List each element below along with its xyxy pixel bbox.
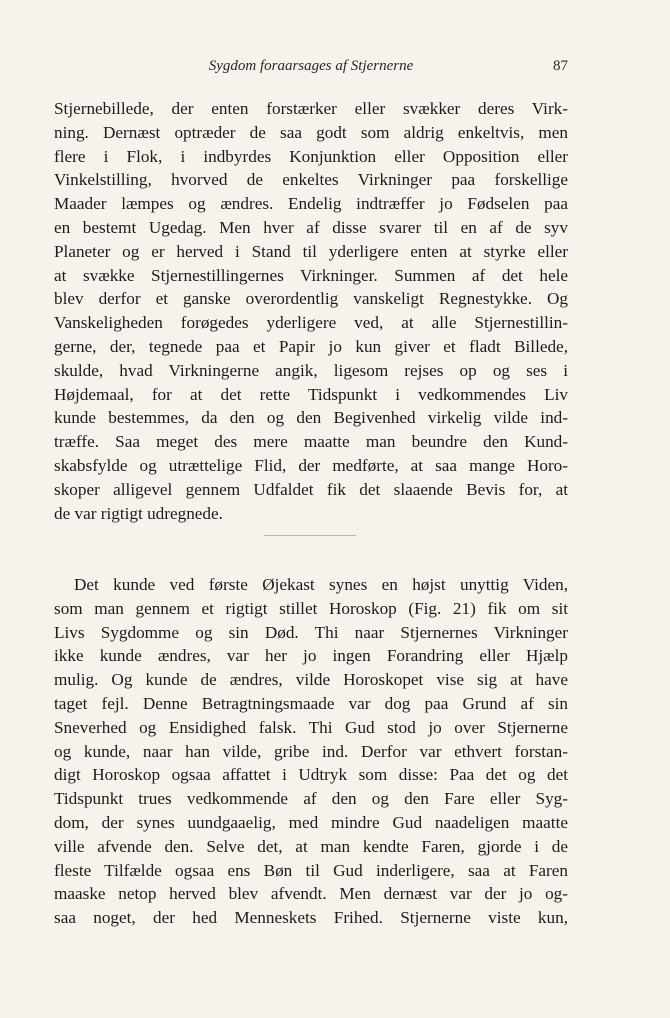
text-line: saa noget, der hed Menneskets Frihed. Stjernerne viste kun, (54, 908, 568, 928)
text-line: mulig. Og kunde de ændres, vilde Horoskopet vise sig at have (54, 670, 568, 690)
text-line: flere i Flok, i indbyrdes Konjunktion eller Opposition eller (54, 146, 568, 166)
paragraph-1 (54, 97, 568, 525)
text-line: gerne, der, tegnede paa et Papir jo kun giver et fladt Billede, (54, 336, 568, 356)
text-line: træffe. Saa meget des mere maatte man beundre den Kund- (54, 432, 568, 452)
text-line: blev derfor et ganske overordentlig vanskeligt Regnestykke. Og (54, 289, 568, 309)
text-line: fleste Tilfælde ogsaa ens Bøn til Gud inderligere, saa at Faren (54, 860, 568, 880)
text-line: Livs Sygdomme og sin Død. Thi naar Stjernernes Virkninger (54, 622, 568, 642)
text-line: kunde bestemmes, da den og den Begivenhed virkelig vilde ind- (54, 408, 568, 428)
text-line: Planeter og er herved i Stand til yderligere enten at styrke eller (54, 241, 568, 261)
text-line: som man gennem et rigtigt stillet Horoskop (Fig. 21) fik om sit (54, 598, 568, 618)
text-line: skulde, hvad Virkningerne angik, ligesom rejses op og ses i (54, 360, 568, 380)
text-line: Højdemaal, for at det rette Tidspunkt i vedkommendes Liv (54, 384, 568, 404)
section-divider (264, 535, 356, 536)
text-line: dom, der synes uundgaaelig, med mindre Gud naadeligen maatte (54, 812, 568, 832)
text-line: Tidspunkt trues vedkommende af den og den Fare eller Syg- (54, 789, 568, 809)
text-line: de var rigtigt udregnede. (54, 503, 223, 523)
text-line: ning. Dernæst optræder de saa godt som aldrig enkeltvis, men (54, 122, 568, 142)
text-line: Vinkelstilling, hvorved de enkeltes Virkninger paa forskellige (54, 170, 568, 190)
text-line: skabsfylde og utrættelige Flid, der medførte, at saa mange Horo- (54, 455, 568, 475)
text-line: ville afvende den. Selve det, at man kendte Faren, gjorde i de (54, 836, 568, 856)
text-line: at svække Stjernestillingernes Virkninger. Summen af det hele (54, 265, 568, 285)
text-line: maaske netop herved blev afvendt. Men dernæst var der jo og- (54, 884, 568, 904)
text-line: Stjernebillede, der enten forstærker eller svækker deres Virk- (54, 99, 568, 118)
text-line: ikke kunde ændres, var her jo ingen Forandring eller Hjælp (54, 646, 568, 666)
paragraph-2 (54, 573, 568, 930)
running-head (54, 58, 568, 80)
text-line: taget fejl. Denne Betragtningsmaade var dog paa Grund af sin (54, 693, 568, 713)
page-number: 87 (553, 58, 568, 74)
text-line: digt Horoskop ogsaa affattet i Udtryk som disse: Paa det og det (54, 765, 568, 785)
text-line: og kunde, naar han vilde, gribe ind. Derfor var ethvert forstan- (54, 741, 568, 761)
text-line: skoper alligevel gennem Udfaldet fik det slaaende Bevis for, at (54, 479, 568, 499)
text-line: Maader læmpes og ændres. Endelig indtræffer jo Fødselen paa (54, 194, 568, 214)
running-title: Sygdom foraarsages af Stjernerne (208, 58, 414, 74)
text-line: en bestemt Ugedag. Men hver af disse svarer til en af de syv (54, 217, 568, 237)
text-line: Det kunde ved første Øjekast synes en højst unyttig Viden, (74, 575, 568, 594)
text-line: Vanskeligheden forøgedes yderligere ved, at alle Stjernestillin- (54, 313, 568, 333)
text-line: Sneverhed og Ensidighed falsk. Thi Gud stod jo over Stjernerne (54, 717, 568, 737)
